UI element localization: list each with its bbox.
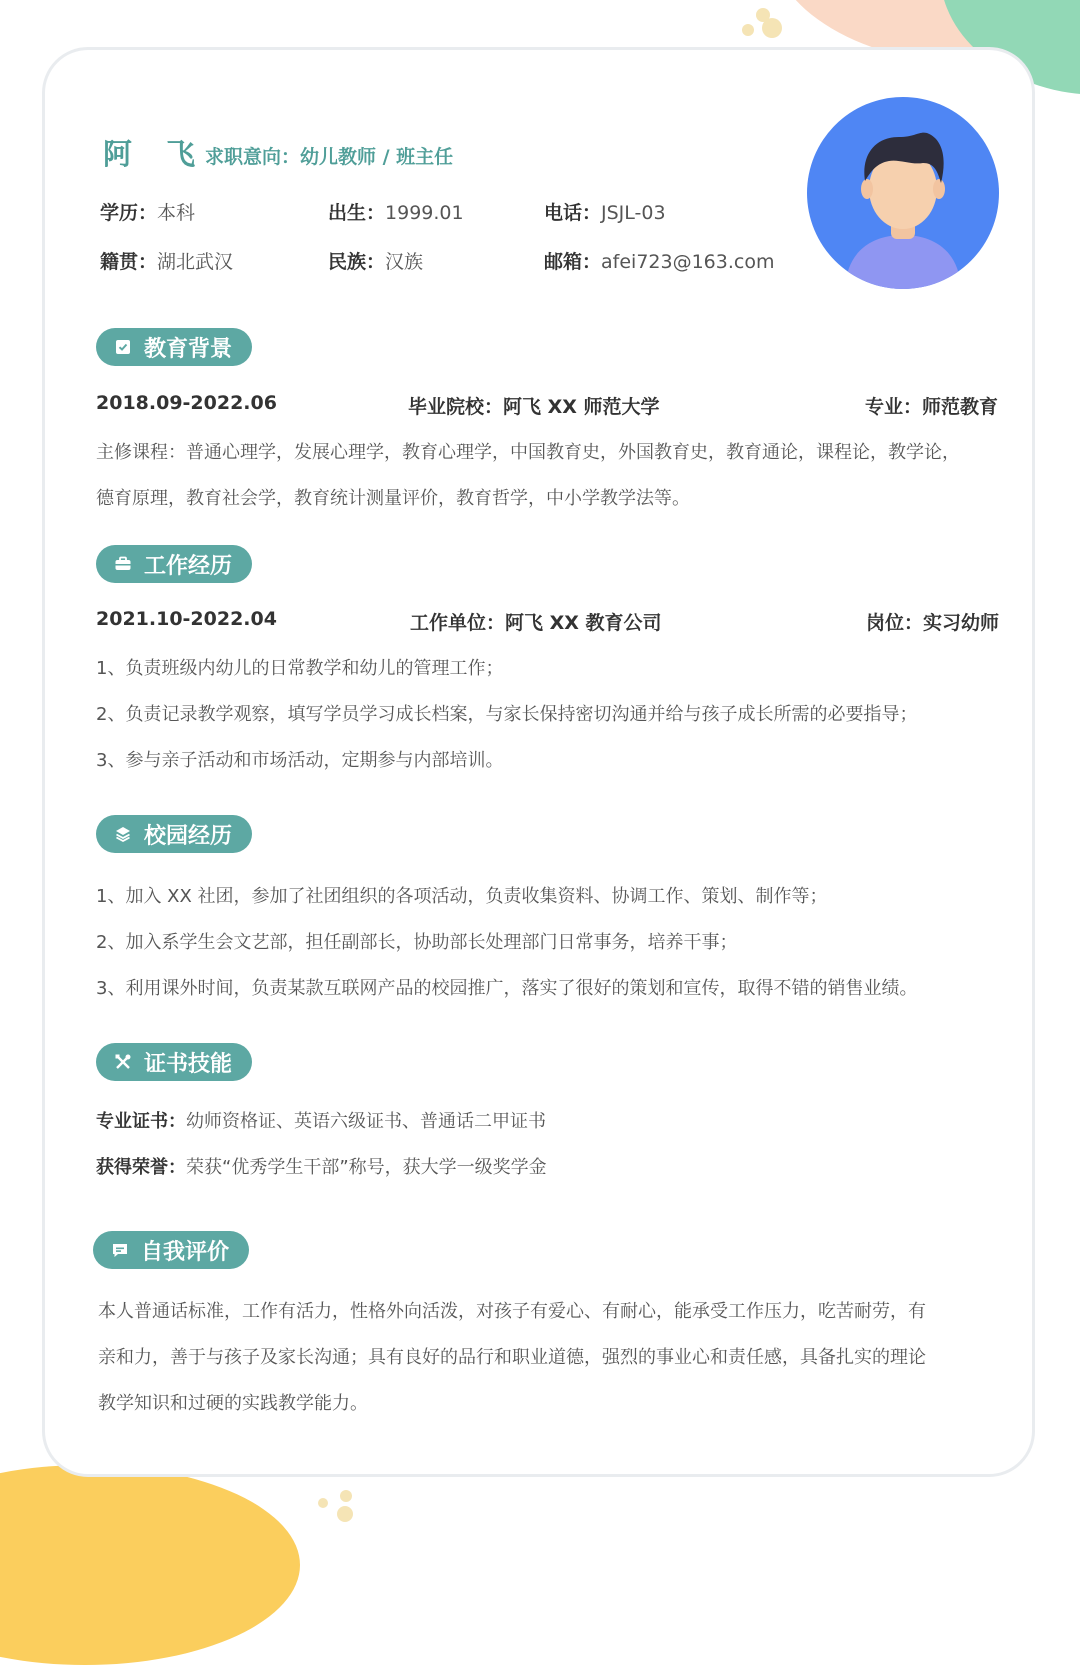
section-education-title: 教育背景 (96, 328, 252, 366)
avatar (807, 97, 999, 289)
education-school: 毕业院校：阿飞 XX 师范大学 (408, 396, 660, 418)
work-item: 3、参与亲子活动和市场活动，定期参与内部培训。 (96, 750, 504, 771)
message-icon (111, 1241, 129, 1259)
self-eval-line: 教学知识和过硬的实践教学能力。 (98, 1393, 368, 1414)
job-intent-value: 幼儿教师 / 班主任 (300, 146, 454, 168)
info-birth: 出生：1999.01 (328, 202, 464, 224)
work-item: 1、负责班级内幼儿的日常教学和幼儿的管理工作； (96, 658, 504, 679)
briefcase-icon (114, 555, 132, 573)
section-work-title: 工作经历 (96, 545, 252, 583)
decor-yellow-blob (0, 1465, 300, 1665)
work-position: 岗位：实习幼师 (866, 612, 1000, 634)
campus-item: 3、利用课外时间，负责某款互联网产品的校园推广，落实了很好的策划和宣传，取得不错的销售业绩。 (96, 978, 918, 999)
avatar-person-icon (807, 97, 999, 289)
info-email: 邮箱：afei723@163.com (544, 251, 775, 273)
tools-icon (114, 1053, 132, 1071)
education-period: 2018.09-2022.06 (96, 392, 277, 414)
education-major: 专业：师范教育 (865, 396, 999, 418)
skills-certificates: 专业证书：幼师资格证、英语六级证书、普通话二甲证书 (96, 1111, 546, 1132)
info-hometown: 籍贯：湖北武汉 (100, 251, 234, 273)
decor-dot (318, 1498, 328, 1508)
clipboard-check-icon (114, 338, 132, 356)
decor-dot (742, 24, 754, 36)
section-self-eval-title: 自我评价 (93, 1231, 249, 1269)
candidate-name: 阿 飞 (103, 137, 208, 171)
decor-dot (340, 1490, 352, 1502)
campus-item: 2、加入系学生会文艺部，担任副部长，协助部长处理部门日常事务，培养干事； (96, 932, 738, 953)
education-line: 德育原理，教育社会学，教育统计测量评价，教育哲学，中小学教学法等。 (96, 488, 690, 509)
self-eval-line: 本人普通话标准，工作有活力，性格外向活泼，对孩子有爱心、有耐心，能承受工作压力，吃苦耐劳，有 (98, 1301, 926, 1322)
layers-icon (114, 825, 132, 843)
work-company: 工作单位：阿飞 XX 教育公司 (410, 612, 662, 634)
decor-dot (337, 1506, 353, 1522)
work-period: 2021.10-2022.04 (96, 608, 277, 630)
info-ethnicity: 民族：汉族 (328, 251, 424, 273)
work-item: 2、负责记录教学观察，填写学员学习成长档案，与家长保持密切沟通并给与孩子成长所需的必要指导； (96, 704, 918, 725)
education-line: 主修课程：普通心理学，发展心理学，教育心理学，中国教育史，外国教育史，教育通论，课程论，教学论， (96, 442, 960, 463)
self-eval-line: 亲和力，善于与孩子及家长沟通；具有良好的品行和职业道德，强烈的事业心和责任感，具备扎实的理论 (98, 1347, 926, 1368)
job-intent-label: 求职意向： (205, 146, 301, 168)
job-intent (205, 142, 453, 169)
section-skills-title: 证书技能 (96, 1043, 252, 1081)
campus-item: 1、加入 XX 社团，参加了社团组织的各项活动，负责收集资料、协调工作、策划、制作等； (96, 886, 828, 907)
decor-dot (762, 18, 782, 38)
info-education: 学历：本科 (100, 202, 196, 224)
skills-honors: 获得荣誉：荣获“优秀学生干部”称号，获大学一级奖学金 (96, 1157, 547, 1178)
section-campus-title: 校园经历 (96, 815, 252, 853)
info-phone: 电话：JSJL-03 (544, 202, 666, 224)
